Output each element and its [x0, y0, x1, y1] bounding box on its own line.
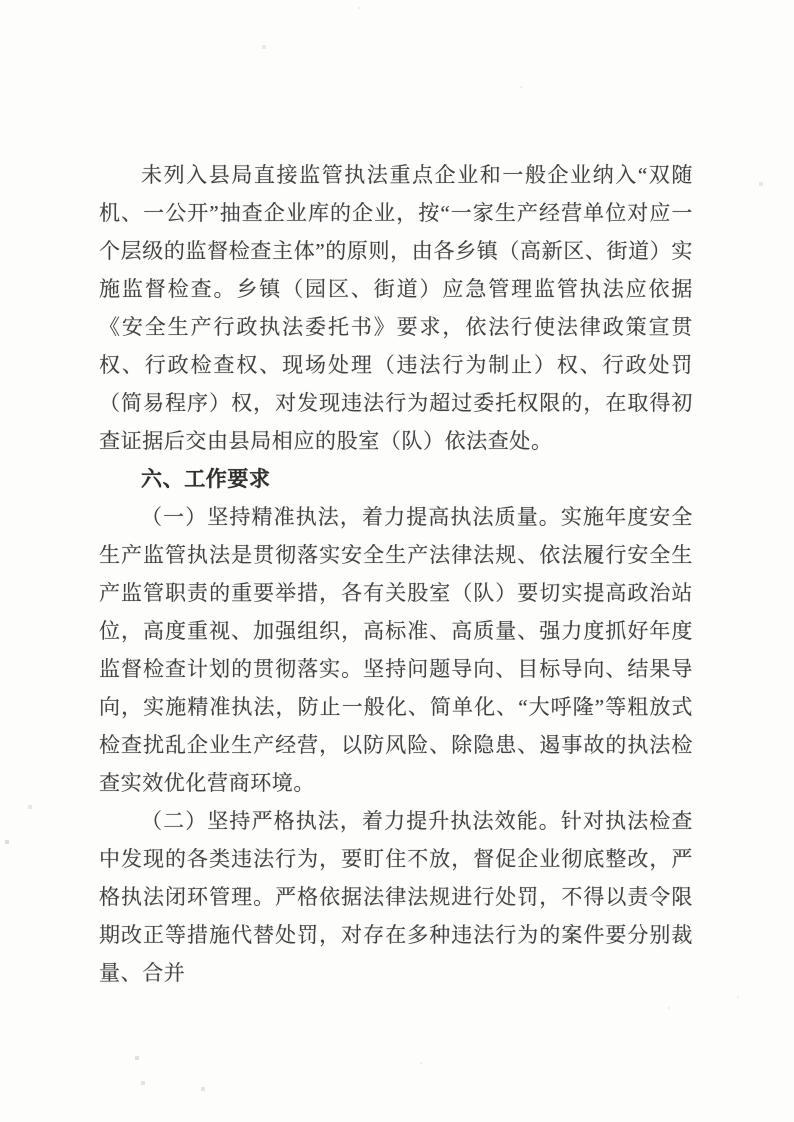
document-text-block: [99, 156, 693, 992]
paragraph-delegated-supervision: 未列入县局直接监管执法重点企业和一般企业纳入“双随机、一公开”抽查企业库的企业，按“一家生产经营单位对应一个层级的监督检查主体”的原则，由各乡镇（高新区、街道）实施监督检查。乡镇（园区、街道）应急管理监管执法应依据《安全生产行政执法委托书》要求，依法行使法律政策宣贯权、行政检查权、现场处理（违法行为制止）权、行政处罚（简易程序）权，对发现违法行为超过委托权限的，在取得初查证据后交由县局相应的股室（队）依法查处。: [99, 163, 693, 453]
scan-noise-specks: [0, 0, 2, 2]
section-heading-work-requirements: 六、工作要求: [141, 467, 271, 491]
paragraph-item-2-strict-enforcement: （二）坚持严格执法，着力提升执法效能。针对执法检查中发现的各类违法行为，要盯住不放，督促企业彻底整改，严格执法闭环管理。严格依据法律法规进行处罚，不得以责令限期改正等措施代替处罚，对存在多种违法行为的案件要分别裁量、合并: [99, 809, 693, 985]
paragraph-item-1-precise-enforcement: （一）坚持精准执法，着力提高执法质量。实施年度安全生产监管执法是贯彻落实安全生产法律法规、依法履行安全生产监管职责的重要举措，各有关股室（队）要切实提高政治站位，高度重视、加强组织，高标准、高质量、强力度抓好年度监督检查计划的贯彻落实。坚持问题导向、目标导向、结果导向，实施精准执法，防止一般化、简单化、“大呼隆”等粗放式检查扰乱企业生产经营，以防风险、除隐患、遏事故的执法检查实效优化营商环境。: [99, 505, 693, 795]
